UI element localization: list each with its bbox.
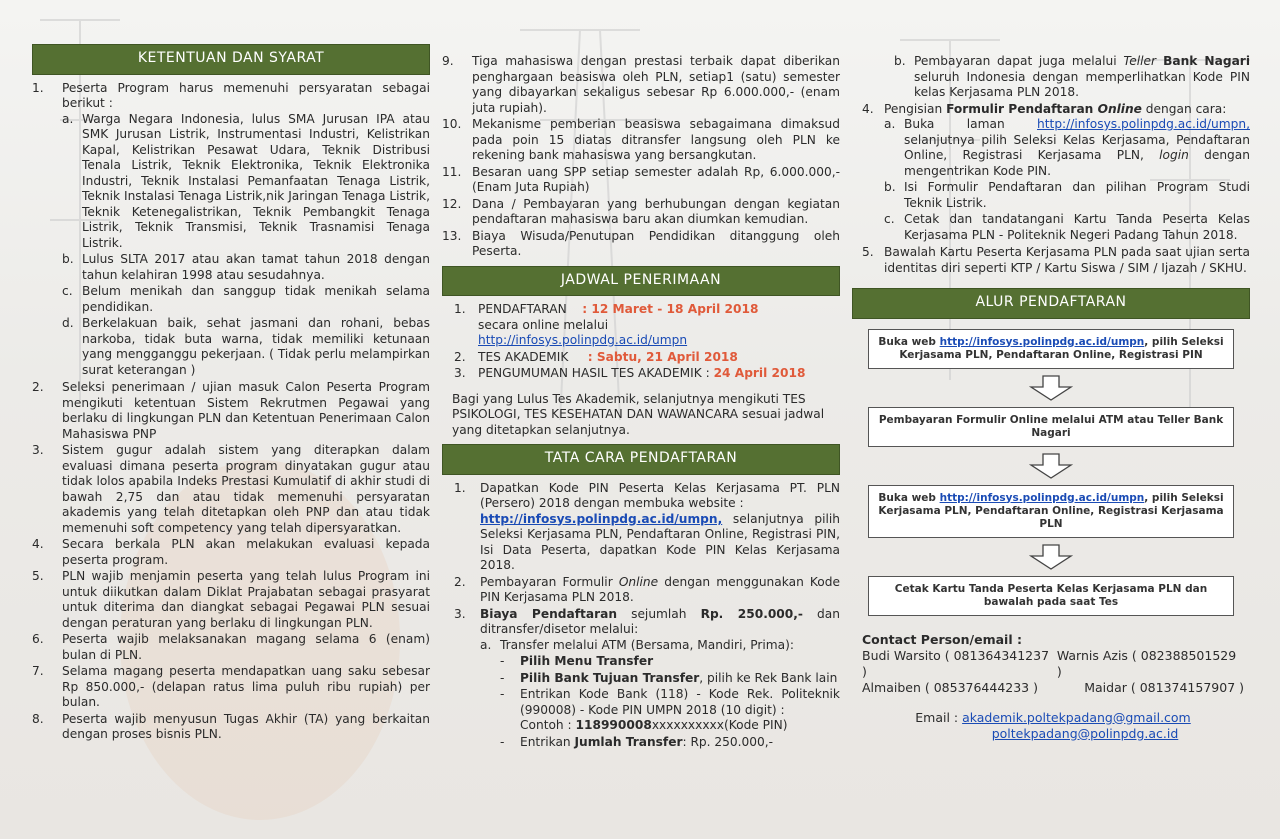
list-item: 6. Peserta wajib melaksanakan magang selama 6 (enam) bulan di PLN. — [32, 632, 430, 662]
form-link[interactable]: http://infosys.polinpdg.ac.id/umpn, — [1037, 117, 1250, 131]
registration-link[interactable]: http://infosys.polinpdg.ac.id/umpn — [478, 333, 688, 347]
pin-link[interactable]: http://infosys.polinpdg.ac.id/umpn, — [480, 511, 723, 526]
list-item: 7. Selama magang peserta mendapatkan uang saku sebesar Rp 850.000,- (delapan ratus lima puluh ribu rupiah) per bulan. — [32, 664, 430, 709]
sub-item: b. Lulus SLTA 2017 atau akan tamat tahun 2018 dengan tahun kelahiran 1998 atau sesudahnya. — [62, 252, 430, 282]
down-arrow-icon — [852, 544, 1250, 570]
schedule-column — [442, 54, 840, 752]
list-item: 8. Peserta wajib menyusun Tugas Akhir (TA) yang berkaitan dengan proses bisnis PLN. — [32, 711, 430, 741]
list-item: 12. Dana / Pembayaran yang berhubungan dengan kegiatan pendaftaran mahasiswa baru akan diumkan kemudian. — [442, 196, 840, 226]
schedule-header: JADWAL PENERIMAAN — [442, 266, 840, 297]
down-arrow-icon — [852, 453, 1250, 479]
flow-step-2: Pembayaran Formulir Online melalui ATM atau Teller Bank Nagari — [868, 407, 1234, 447]
list-item: 11. Besaran uang SPP setiap semester adalah Rp, 6.000.000,- (Enam Juta Rupiah) — [442, 164, 840, 194]
down-arrow-icon — [852, 375, 1250, 401]
atm-steps: - Pilih Menu Transfer - Pilih Bank Tujuan Transfer, pilih ke Rek Bank lain - Entrikan Kode Bank (118) - Kode Rek. Politeknik (990008) - Kode PIN UMPN 2018 (10 digit) : Contoh : 118990008xxxxxxxxxx(Kode PIN) - Entrikan Jumlah Transfer: Rp. 250.000,- — [500, 654, 840, 749]
sub-item: a. Warga Negara Indonesia, lulus SMA Jurusan IPA atau SMK Jurusan Listrik, Instrumentasi Industri, Kelistrikan Kapal, Kelistrikan Pesawat Udara, Teknik Distribusi Tenala Listrik, Teknik Elektronika, Teknik Elektronika Industri, Teknik Instalasi Pemanfaatan Tenaga Listrik, Teknik Instalasi Tenaga Listrik,nik Jaringan Tenaga Listrik, Teknik Ketenegalistrikan, Teknik Pembangkit Tenaga Listrik, Teknik Transmisi, Teknik Trasnamisi Tenaga Listrik. — [62, 111, 430, 250]
contact-title: Contact Person/email : — [862, 631, 1022, 647]
procedure-header: TATA CARA PENDAFTARAN — [442, 444, 840, 475]
test-note: Bagi yang Lulus Tes Akademik, selanjutnya mengikuti TES PSIKOLOGI, TES KESEHATAN DAN WAWANCARA sesuai jadwal yang ditetapkan selanjutnya. — [452, 391, 825, 437]
terms-header: KETENTUAN DAN SYARAT — [32, 44, 430, 75]
flow-header: ALUR PENDAFTARAN — [852, 288, 1250, 319]
sub-item: c. Belum menikah dan sanggup tidak menikah selama pendidikan. — [62, 284, 430, 314]
flow-column: b. Pembayaran dapat juga melalui Teller Bank Nagari seluruh Indonesia dengan memperlihatkan Kode PIN kelas Kerjasama PLN 2018. 4. Pengisian Formulir Pendaftaran Online dengan cara: a. Buka laman http://infosys.polinpdg.ac.id/umpn, selanjutnya pilih Seleksi Kelas Kerjasama, Pendaftaran Online, Registrasi Kerjasama PLN, login dengan mengentrikan Kode PIN. b. Isi Formulir Pendaftaran dan pilihan Program Studi Teknik Listrik. c. Cetak dan tandatangani Kartu Tanda Peserta Kelas Kerjasama PLN - Politeknik Negeri Padang Tahun 2018. 5. Bawalah Kartu Peserta Kerjasama PLN pada saat ujian serta identitas diri seperti KTP / Kartu Siswa / SIM / Ijazah / SKHU. ALUR PENDAFTARAN Buka web http://infosys.polinpdg.ac.id/umpn, pilih Seleksi Kerjasama PLN, Pendaftaran Online, Registrasi PIN Pembayaran Formulir Online melalui ATM atau Teller Bank Nagari Buka web http://infosys.polinpdg.ac.id/umpn, pilih Seleksi Kerjasama PLN, Pendaftaran Online, Registrasi Kerjasama PLN Cetak Kartu Tanda Peserta Kelas Kerjasama PLN dan bawalah pada saat Tes Contact Person/email : Budi Warsito ( 081364341237 ) Warnis Azis ( 082388501529 ) Almaiben ( 085376444233 ) Maidar ( 081374157907 ) Email : akademik.poltekpadang@gmail.com poltekpadang@polinpdg.ac.id — [852, 54, 1250, 742]
email-link-1[interactable]: akademik.poltekpadang@gmail.com — [962, 709, 1191, 725]
flow-step-4: Cetak Kartu Tanda Peserta Kelas Kerjasama PLN dan bawalah pada saat Tes — [868, 576, 1234, 616]
procedure-list: 1. Dapatkan Kode PIN Peserta Kelas Kerjasama PT. PLN (Persero) 2018 dengan membuka website : http://infosys.polinpdg.ac.id/umpn, selanjutnya pilih Seleksi Kerjasama PLN, Pendaftaran Online, Registrasi PIN, Isi Data Peserta, dapatkan Kode PIN Kelas Kerjasama 2018. 2. Pembayaran Formulir Online dengan menggunakan Kode PIN Kerjasama PLN 2018. 3. Biaya Pendaftaran sejumlah Rp. 250.000,- dan ditransfer/disetor melalui: a. Transfer melalui ATM (Bersama, Mandiri, Prima): - Pilih Menu Transfer - Pilih Bank Tujuan Transfer, pilih ke Rek Bank lain - Entrikan Kode Bank (118) - Kode Rek. Politeknik (990008) - Kode PIN UMPN 2018 (10 digit) : Contoh : 118990008xxxxxxxxxx(Kode PIN) - Entrikan Jumlah Transfer: Rp. 250.000,- — [454, 480, 840, 749]
list-item: 13. Biaya Wisuda/Penutupan Pendidikan ditanggung oleh Peserta. — [442, 228, 840, 258]
list-item: 3. Sistem gugur adalah sistem yang diterapkan dalam evaluasi dimana peserta program dinyatakan gugur atau tidak lolos apabila Indeks Prestasi Kumulatif di akhir studi di bawah 2,75 dan atau tidak memenuhi persyaratan akademis yang telah ditetapkan oleh PNP dan atau tidak memenuhi soft competency yang telah dipersyaratkan. — [32, 443, 430, 535]
list-item: 2. Seleksi penerimaan / ujian masuk Calon Peserta Program mengikuti ketentuan Sistem Rekrutmen Pegawai yang berlaku di lingkungan PLN dan Ketentuan Penerimaan Calon Mahasiswa PNP — [32, 380, 430, 441]
schedule-list: 1. PENDAFTARAN : 12 Maret - 18 April 2018 secara online melalui http://infosys.polinpdg.ac.id/umpn 2. TES AKADEMIK : Sabtu, 21 April 2018 3. PENGUMUMAN HASIL TES AKADEMIK : 24 April 2018 — [454, 302, 806, 380]
list-item: 9. Tiga mahasiswa dengan prestasi terbaik dapat diberikan penghargaan beasiswa oleh PLN, setiap1 (satu) semester yang dibayarkan sekaligus sebesar Rp 6.000.000,- (enam juta rupiah). — [442, 54, 840, 115]
list-item: 1. Peserta Program harus memenuhi persyaratan sebagai berikut : a. Warga Negara Indonesia, lulus SMA Jurusan IPA atau SMK Jurusan Listrik, Instrumentasi Industri, Kelistrikan Kapal, Kelistrikan Pesawat Udara, Teknik Distribusi Tenala Listrik, Teknik Elektronika, Teknik Elektronika Industri, Teknik Instalasi Pemanfaatan Tenaga Listrik, Teknik Instalasi Tenaga Listrik,nik Jaringan Tenaga Listrik, Teknik Ketenegalistrikan, Teknik Pembangkit Tenaga Listrik, Teknik Transmisi, Teknik Trasnamisi Tenaga Listrik. b. Lulus SLTA 2017 atau akan tamat tahun 2018 dengan tahun kelahiran 1998 atau sesudahnya. c. Belum menikah dan sanggup tidak menikah selama pendidikan. d. Berkelakuan baik, sehat jasmani dan rohani, bebas narkoba, tidak buta warna, tidak memiliki ketunaan yang mengganggu pekerjaan. ( Tidak perlu melampirkan surat keterangan ) — [32, 80, 430, 377]
email-link-2[interactable]: poltekpadang@polinpdg.ac.id — [991, 725, 1179, 741]
list-item: 10. Mekanisme pemberian beasiswa sebagaimana dimaksud pada poin 15 diatas ditransfer langsung oleh PLN ke rekening bank mahasiswa yang bersangkutan. — [442, 117, 840, 162]
list-item: 4. Secara berkala PLN akan melakukan evaluasi kepada peserta program. — [32, 537, 430, 567]
list-item: 5. PLN wajib menjamin peserta yang telah lulus Program ini untuk diikutkan dalam Diklat Prajabatan sebagai prasyarat untuk diterima dan diangkat sebagai Pegawai PLN sesuai dengan peraturan yang berlaku di lingkungan PLN. — [32, 569, 430, 630]
flow-step-3: Buka web http://infosys.polinpdg.ac.id/umpn, pilih Seleksi Kerjasama PLN, Pendaftaran Online, Registrasi Kerjasama PLN — [868, 485, 1234, 538]
sub-item: d. Berkelakuan baik, sehat jasmani dan rohani, bebas narkoba, tidak buta warna, tidak memiliki ketunaan yang mengganggu pekerjaan. ( Tidak perlu melampirkan surat keterangan ) — [62, 316, 430, 377]
terms-column — [32, 44, 430, 744]
contact-section: Contact Person/email : Budi Warsito ( 081364341237 ) Warnis Azis ( 082388501529 ) Almaiben ( 085376444233 ) Maidar ( 081374157907 ) Email : akademik.poltekpadang@gmail.com poltekpadang@polinpdg.ac.id — [862, 631, 1244, 741]
flow-step-1: Buka web http://infosys.polinpdg.ac.id/umpn, pilih Seleksi Kerjasama PLN, Pendaftaran Online, Registrasi PIN — [868, 329, 1234, 369]
